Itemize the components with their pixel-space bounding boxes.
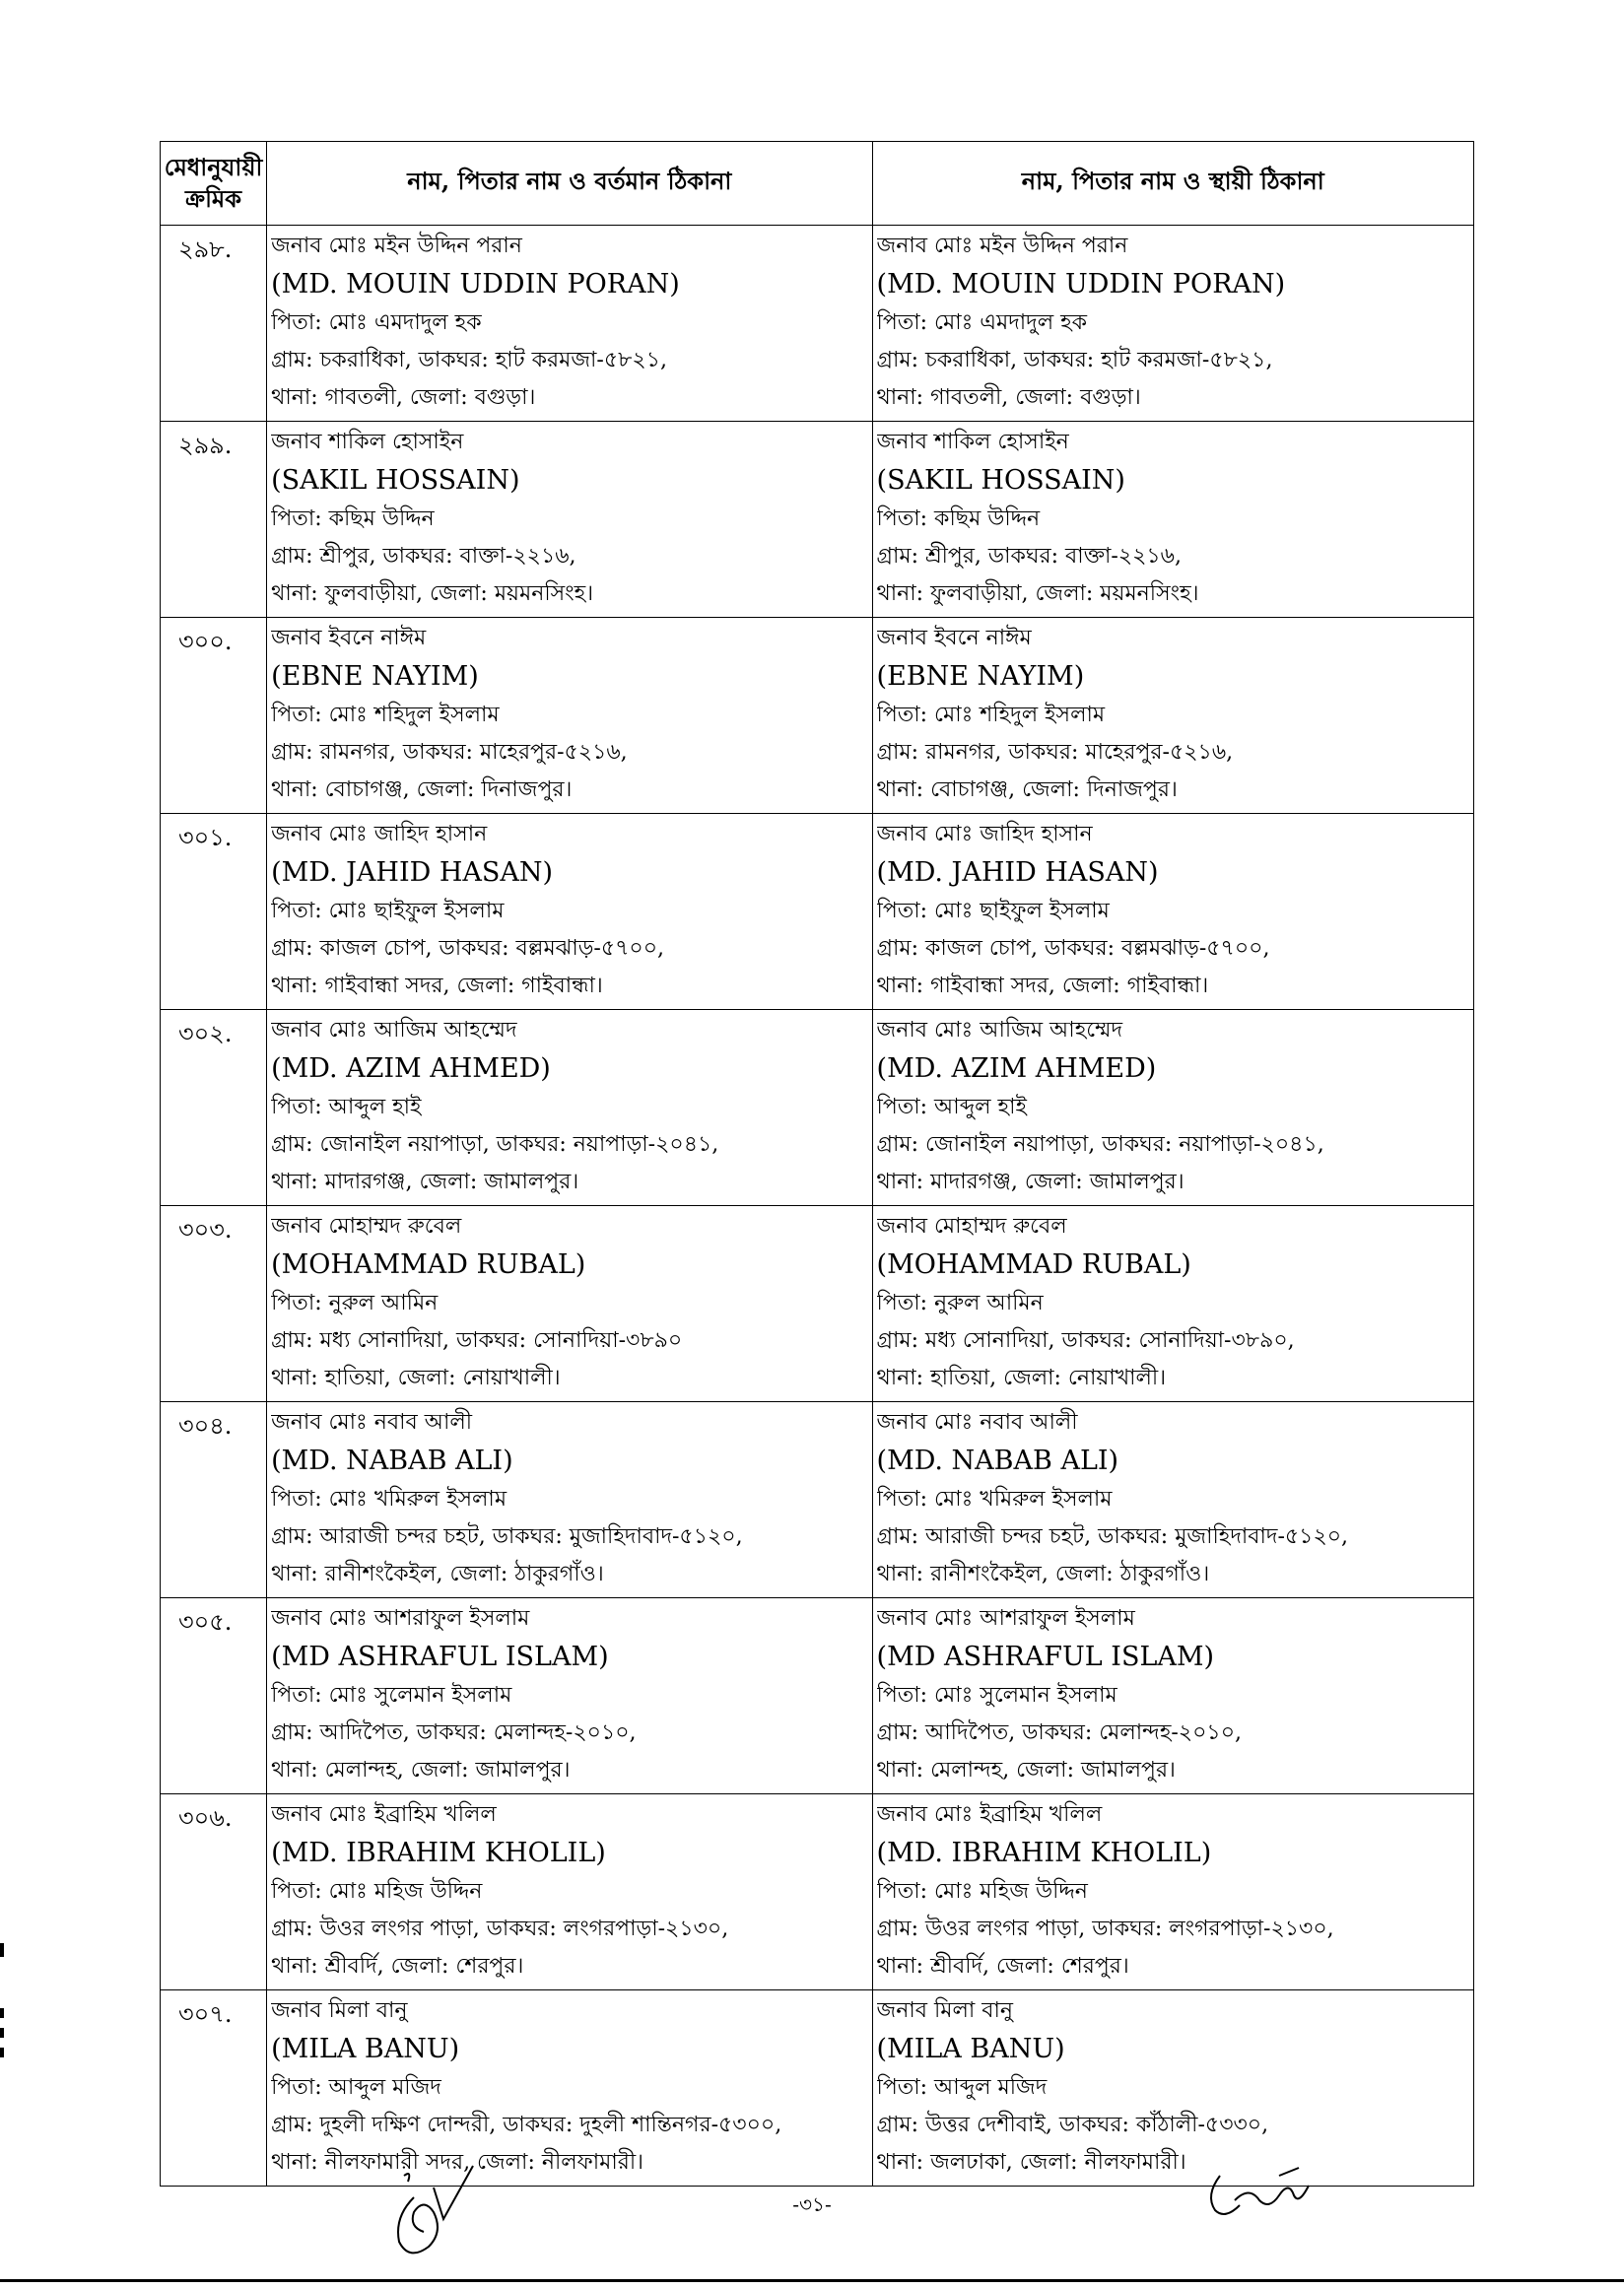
candidate-name-english: (MD. JAHID HASAN) — [876, 857, 1159, 888]
father-name: পিতা: আব্দুল হাই — [271, 1095, 422, 1119]
candidate-name-english: (MD ASHRAFUL ISLAM) — [271, 1642, 609, 1672]
serial-number: ২৯৯. — [161, 422, 267, 618]
merit-list-table — [160, 141, 1474, 2187]
permanent-address-cell — [872, 1794, 1473, 1990]
present-address-cell — [267, 1402, 872, 1598]
village-post-office: গ্রাম: উওর লংগর পাড়া, ডাকঘর: লংগরপাড়া-২১৩০, — [271, 1917, 729, 1941]
thana-district: থানা: গাবতলী, জেলা: বগুড়া। — [271, 385, 536, 410]
father-name: পিতা: মোঃ খমিরুল ইসলাম — [876, 1487, 1113, 1512]
village-post-office: গ্রাম: উওর লংগর পাড়া, ডাকঘর: লংগরপাড়া-২১৩০, — [876, 1917, 1334, 1941]
table-row — [161, 1598, 1474, 1794]
table-row — [161, 618, 1474, 814]
candidate-name-english: (MD ASHRAFUL ISLAM) — [876, 1642, 1215, 1672]
father-name: পিতা: আব্দুল হাই — [876, 1095, 1027, 1119]
scan-edge-mark — [0, 2048, 4, 2057]
page-number: -৩১- — [792, 2192, 832, 2216]
thana-district: থানা: গাইবান্ধা সদর, জেলা: গাইবান্ধা। — [271, 974, 603, 998]
village-post-office: গ্রাম: রামনগর, ডাকঘর: মাহেরপুর-৫২১৬, — [876, 740, 1234, 765]
candidate-name: জনাব শাকিল হোসাইন — [271, 430, 464, 454]
thana-district: থানা: মেলান্দহ, জেলা: জামালপুর। — [271, 1758, 571, 1783]
thana-district: থানা: মাদারগঞ্জ, জেলা: জামালপুর। — [271, 1170, 579, 1194]
father-name: পিতা: মোঃ শহিদুল ইসলাম — [876, 703, 1106, 727]
candidate-name: জনাব মিলা বানু — [876, 1998, 1013, 2023]
serial-number: ২৯৮. — [161, 226, 267, 422]
father-name: পিতা: মোঃ শহিদুল ইসলাম — [271, 703, 500, 727]
candidate-name: জনাব মোঃ মইন উদ্দিন পরান — [271, 234, 522, 258]
scan-edge-mark — [0, 2008, 4, 2018]
candidate-name: জনাব ইবনে নাঈম — [271, 626, 427, 650]
candidate-name-english: (MD. AZIM AHMED) — [271, 1053, 551, 1084]
present-address-cell — [267, 1206, 872, 1402]
candidate-name-english: (MD. IBRAHIM KHOLIL) — [271, 1838, 606, 1868]
village-post-office: গ্রাম: জোনাইল নয়াপাড়া, ডাকঘর: নয়াপাড়া-২০৪১, — [876, 1132, 1324, 1157]
permanent-address-cell — [872, 814, 1473, 1010]
scan-edge-mark — [0, 2028, 4, 2038]
candidate-name-english: (MD. NABAB ALI) — [271, 1446, 513, 1476]
serial-number: ৩০০. — [161, 618, 267, 814]
candidate-name: জনাব মোঃ জাহিদ হাসান — [271, 822, 488, 846]
father-name: পিতা: মোঃ এমদাদুল হক — [876, 310, 1088, 335]
present-address-cell — [267, 422, 872, 618]
candidate-name: জনাব মোঃ আজিম আহম্মেদ — [876, 1018, 1123, 1043]
candidate-name: জনাব মোঃ ইব্রাহিম খলিল — [271, 1802, 497, 1827]
father-name: পিতা: মোঃ সুলেমান ইসলাম — [271, 1683, 512, 1708]
father-name: পিতা: নুরুল আমিন — [271, 1291, 439, 1315]
serial-number: ৩০৫. — [161, 1598, 267, 1794]
thana-district: থানা: শ্রীবর্দি, জেলা: শেরপুর। — [876, 1954, 1129, 1979]
candidate-name: জনাব মোহাম্মদ রুবেল — [876, 1214, 1067, 1239]
father-name: পিতা: মোঃ মহিজ উদ্দিন — [271, 1879, 483, 1904]
candidate-name-english: (MILA BANU) — [271, 2034, 460, 2064]
village-post-office: গ্রাম: আরাজী চন্দর চহট, ডাকঘর: মুজাহিদাবাদ-৫১২০, — [876, 1524, 1349, 1549]
serial-number: ৩০৪. — [161, 1402, 267, 1598]
present-address-cell — [267, 1990, 872, 2187]
thana-district: থানা: জলঢাকা, জেলা: নীলফামারী। — [876, 2150, 1186, 2175]
thana-district: থানা: নীলফামারী সদর, জেলা: নীলফামারী। — [271, 2150, 643, 2175]
candidate-name: জনাব শাকিল হোসাইন — [876, 430, 1069, 454]
thana-district: থানা: হাতিয়া, জেলা: নোয়াখালী। — [271, 1366, 561, 1390]
village-post-office: গ্রাম: আদিপৈত, ডাকঘর: মেলান্দহ-২০১০, — [271, 1720, 637, 1745]
candidate-name: জনাব মোঃ নবাব আলী — [271, 1410, 473, 1435]
table-header-row — [161, 142, 1474, 226]
bottom-scan-edge — [0, 2279, 1624, 2282]
candidate-name-english: (MD. MOUIN UDDIN PORAN) — [271, 269, 680, 300]
father-name: পিতা: মোঃ এমদাদুল হক — [271, 310, 482, 335]
candidate-name-english: (EBNE NAYIM) — [876, 661, 1085, 692]
village-post-office: গ্রাম: চকরাধিকা, ডাকঘর: হাট করমজা-৫৮২১, — [271, 348, 667, 372]
candidate-name-english: (MILA BANU) — [876, 2034, 1065, 2064]
village-post-office: গ্রাম: আরাজী চন্দর চহট, ডাকঘর: মুজাহিদাবাদ-৫১২০, — [271, 1524, 743, 1549]
village-post-office: গ্রাম: কাজল চোপ, ডাকঘর: বল্লমঝাড়-৫৭০০, — [271, 936, 665, 961]
table-row — [161, 814, 1474, 1010]
serial-number: ৩০১. — [161, 814, 267, 1010]
table-row — [161, 1206, 1474, 1402]
table-row — [161, 1794, 1474, 1990]
thana-district: থানা: শ্রীবর্দি, জেলা: শেরপুর। — [271, 1954, 524, 1979]
village-post-office: গ্রাম: দুহলী দক্ষিণ দোন্দরী, ডাকঘর: দুহলী শান্তিনগর-৫৩০০, — [271, 2113, 782, 2137]
present-address-cell — [267, 1598, 872, 1794]
serial-number: ৩০৩. — [161, 1206, 267, 1402]
thana-district: থানা: হাতিয়া, জেলা: নোয়াখালী। — [876, 1366, 1167, 1390]
present-address-cell — [267, 618, 872, 814]
village-post-office: গ্রাম: শ্রীপুর, ডাকঘর: বাক্তা-২২১৬, — [876, 544, 1182, 569]
candidate-name: জনাব মোঃ আজিম আহম্মেদ — [271, 1018, 517, 1043]
candidate-name: জনাব মোঃ আশরাফুল ইসলাম — [876, 1606, 1135, 1631]
candidate-name: জনাব মিলা বানু — [271, 1998, 408, 2023]
table-row — [161, 1010, 1474, 1206]
thana-district: থানা: গাবতলী, জেলা: বগুড়া। — [876, 385, 1141, 410]
candidate-name-english: (EBNE NAYIM) — [271, 661, 479, 692]
permanent-address-cell — [872, 422, 1473, 618]
table-row — [161, 1402, 1474, 1598]
father-name: পিতা: আব্দুল মজিদ — [876, 2075, 1048, 2100]
thana-district: থানা: মেলান্দহ, জেলা: জামালপুর। — [876, 1758, 1176, 1783]
father-name: পিতা: নুরুল আমিন — [876, 1291, 1044, 1315]
serial-number: ৩০৬. — [161, 1794, 267, 1990]
thana-district: থানা: মাদারগঞ্জ, জেলা: জামালপুর। — [876, 1170, 1184, 1194]
permanent-address-cell — [872, 1990, 1473, 2187]
permanent-address-cell — [872, 226, 1473, 422]
father-name: পিতা: আব্দুল মজিদ — [271, 2075, 441, 2100]
thana-district: থানা: রানীশংকৈইল, জেলা: ঠাকুরগাঁও। — [876, 1562, 1210, 1586]
present-address-cell — [267, 814, 872, 1010]
village-post-office: গ্রাম: কাজল চোপ, ডাকঘর: বল্লমঝাড়-৫৭০০, — [876, 936, 1270, 961]
permanent-address-cell — [872, 1598, 1473, 1794]
table-body — [161, 226, 1474, 2187]
candidate-name-english: (SAKIL HOSSAIN) — [271, 465, 520, 496]
present-address-cell — [267, 226, 872, 422]
father-name: পিতা: কছিম উদ্দিন — [876, 506, 1041, 531]
candidate-name-english: (MOHAMMAD RUBAL) — [876, 1249, 1191, 1280]
village-post-office: গ্রাম: শ্রীপুর, ডাকঘর: বাক্তা-২২১৬, — [271, 544, 576, 569]
father-name: পিতা: মোঃ ছাইফুল ইসলাম — [271, 899, 505, 923]
candidate-name-english: (SAKIL HOSSAIN) — [876, 465, 1125, 496]
candidate-name: জনাব মোঃ মইন উদ্দিন পরান — [876, 234, 1128, 258]
table-row — [161, 226, 1474, 422]
father-name: পিতা: মোঃ খমিরুল ইসলাম — [271, 1487, 508, 1512]
serial-number: ৩০২. — [161, 1010, 267, 1206]
thana-district: থানা: রানীশংকৈইল, জেলা: ঠাকুরগাঁও। — [271, 1562, 604, 1586]
village-post-office: গ্রাম: উত্তর দেশীবাই, ডাকঘর: কাঁঠালী-৫৩৩০, — [876, 2113, 1269, 2137]
header-serial: মেধানুযায়ী ক্রমিক — [161, 142, 267, 226]
candidate-name: জনাব মোঃ নবাব আলী — [876, 1410, 1078, 1435]
candidate-name: জনাব মোঃ আশরাফুল ইসলাম — [271, 1606, 530, 1631]
header-present-address: নাম, পিতার নাম ও বর্তমান ঠিকানা — [267, 142, 872, 226]
village-post-office: গ্রাম: মধ্য সোনাদিয়া, ডাকঘর: সোনাদিয়া-৩৮৯০, — [876, 1328, 1295, 1353]
thana-district: থানা: বোচাগঞ্জ, জেলা: দিনাজপুর। — [876, 777, 1178, 802]
permanent-address-cell — [872, 1010, 1473, 1206]
village-post-office: গ্রাম: মধ্য সোনাদিয়া, ডাকঘর: সোনাদিয়া-৩৮৯০ — [271, 1328, 683, 1353]
father-name: পিতা: মোঃ মহিজ উদ্দিন — [876, 1879, 1088, 1904]
table-row — [161, 422, 1474, 618]
candidate-name: জনাব মোহাম্মদ রুবেল — [271, 1214, 462, 1239]
father-name: পিতা: মোঃ ছাইফুল ইসলাম — [876, 899, 1110, 923]
village-post-office: গ্রাম: রামনগর, ডাকঘর: মাহেরপুর-৫২১৬, — [271, 740, 628, 765]
candidate-name: জনাব ইবনে নাঈম — [876, 626, 1032, 650]
serial-number: ৩০৭. — [161, 1990, 267, 2187]
thana-district: থানা: গাইবান্ধা সদর, জেলা: গাইবান্ধা। — [876, 974, 1209, 998]
thana-district: থানা: বোচাগঞ্জ, জেলা: দিনাজপুর। — [271, 777, 573, 802]
permanent-address-cell — [872, 1402, 1473, 1598]
scan-edge-mark — [0, 1943, 4, 1957]
thana-district: থানা: ফুলবাড়ীয়া, জেলা: ময়মনসিংহ। — [876, 581, 1199, 606]
permanent-address-cell — [872, 618, 1473, 814]
father-name: পিতা: মোঃ সুলেমান ইসলাম — [876, 1683, 1117, 1708]
header-permanent-address: নাম, পিতার নাম ও স্থায়ী ঠিকানা — [872, 142, 1473, 226]
candidate-name: জনাব মোঃ ইব্রাহিম খলিল — [876, 1802, 1103, 1827]
signature-right — [1200, 2156, 1319, 2230]
candidate-name-english: (MD. IBRAHIM KHOLIL) — [876, 1838, 1212, 1868]
candidate-name-english: (MD. JAHID HASAN) — [271, 857, 554, 888]
village-post-office: গ্রাম: আদিপৈত, ডাকঘর: মেলান্দহ-২০১০, — [876, 1720, 1242, 1745]
candidate-name-english: (MD. AZIM AHMED) — [876, 1053, 1157, 1084]
father-name: পিতা: কছিম উদ্দিন — [271, 506, 435, 531]
thana-district: থানা: ফুলবাড়ীয়া, জেলা: ময়মনসিংহ। — [271, 581, 594, 606]
present-address-cell — [267, 1010, 872, 1206]
candidate-name-english: (MD. MOUIN UDDIN PORAN) — [876, 269, 1286, 300]
candidate-name: জনাব মোঃ জাহিদ হাসান — [876, 822, 1093, 846]
candidate-name-english: (MD. NABAB ALI) — [876, 1446, 1119, 1476]
permanent-address-cell — [872, 1206, 1473, 1402]
village-post-office: গ্রাম: জোনাইল নয়াপাড়া, ডাকঘর: নয়াপাড়া-২০৪১, — [271, 1132, 719, 1157]
village-post-office: গ্রাম: চকরাধিকা, ডাকঘর: হাট করমজা-৫৮২১, — [876, 348, 1273, 372]
present-address-cell — [267, 1794, 872, 1990]
candidate-name-english: (MOHAMMAD RUBAL) — [271, 1249, 586, 1280]
